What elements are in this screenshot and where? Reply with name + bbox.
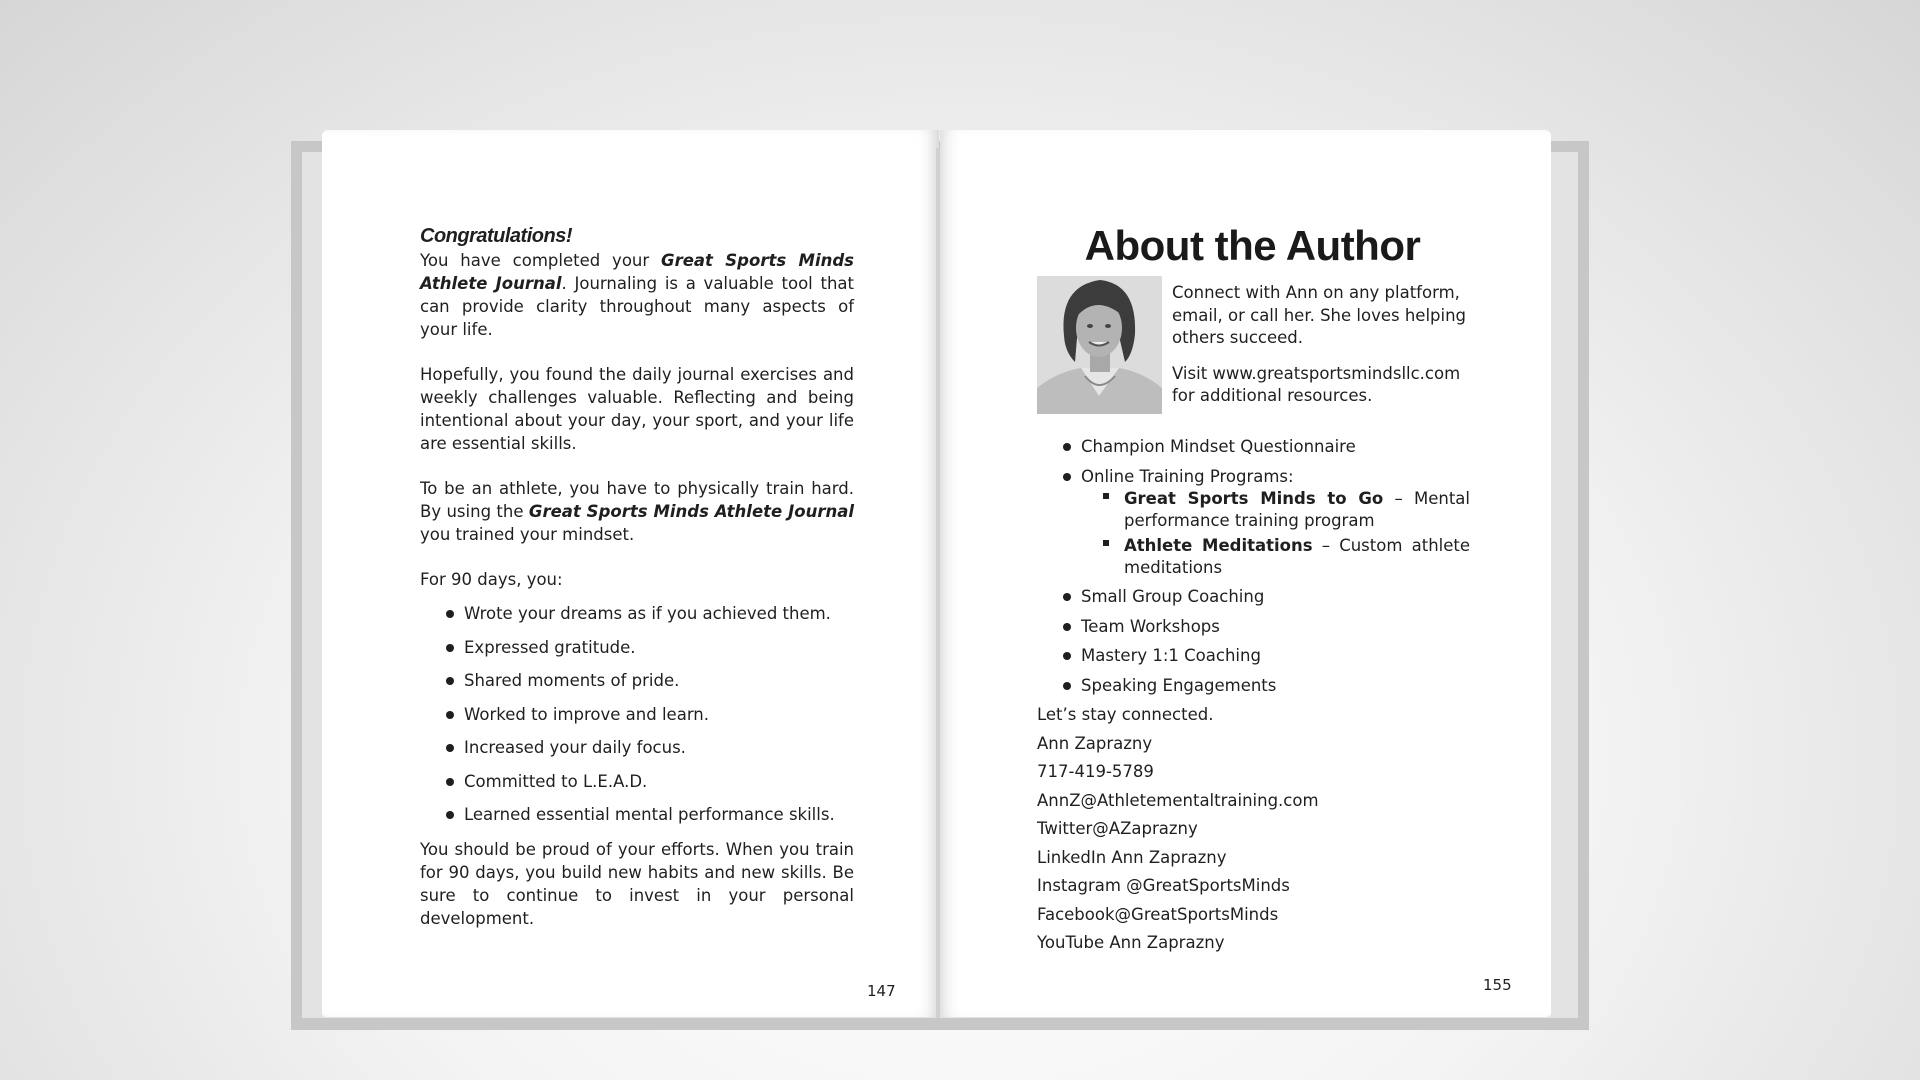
list-item: Committed to L.E.A.D. [446,765,854,799]
left-page-number: 147 [867,982,896,1000]
contact-line: Instagram @GreatSportsMinds [1037,876,1290,895]
contact-info [1037,701,1319,958]
author-portrait-icon [1037,276,1162,414]
contact-line: Twitter@AZaprazny [1037,819,1198,838]
p1-text-b: . Journaling is a valuable tool that can provide clarity throughout many aspects of your life. [420,274,854,339]
paragraph-2: Hopefully, you found the daily journal exercises and weekly challenges valuable. Reflecting and being intentional about your day, your sport, and your life are essential skills. [420,365,854,453]
visit-text: Visit www.greatsportsmindsllc.com for additional resources. [1172,363,1461,405]
list-intro: For 90 days, you: [420,570,563,589]
list-item [1060,462,1470,580]
paragraph-3 [420,477,854,546]
program-name: Great Sports Minds to Go [1124,489,1384,508]
right-page-number: 155 [1483,976,1512,994]
list-item: Mastery 1:1 Coaching [1060,641,1470,671]
contact-line: 717-419-5789 [1037,762,1154,781]
achievements-list [420,597,854,832]
list-item: Increased your daily focus. [446,731,854,765]
program-desc: – Custom athlete meditations [1124,536,1471,577]
list-item: Wrote your dreams as if you achieved them. [446,597,854,631]
contact-line: LinkedIn Ann Zaprazny [1037,847,1227,867]
program-name: Athlete Meditations [1124,536,1313,555]
list-item: Worked to improve and learn. [446,698,854,732]
book-spine [936,148,940,1018]
contact-line: Ann Zaprazny [1037,733,1153,753]
list-item: Team Workshops [1060,612,1470,642]
online-programs-label: Online Training Programs: [1081,466,1294,486]
about-author-title: About the Author [1084,222,1421,269]
journal-title-1: Great Sports Minds Athlete Journal [420,251,854,293]
sub-list-item [1103,535,1470,579]
p3-text-b: you trained your mindset. [420,525,635,544]
list-item: Shared moments of pride. [446,664,854,698]
author-photo [1037,276,1162,414]
sub-list-item [1103,488,1470,532]
p1-text-a: You have completed your [420,251,662,270]
list-item: Expressed gratitude. [446,631,854,665]
contact-line: Let’s stay connected. [1037,705,1214,724]
author-intro [1172,282,1468,421]
list-item: Learned essential mental performance skills. [446,798,854,832]
paragraph-1 [420,249,854,341]
services-list [1060,432,1470,700]
list-item: Small Group Coaching [1060,582,1470,612]
intro-text: Connect with Ann on any platform, email, or call her. She loves helping others succeed. [1172,283,1467,347]
contact-line: Facebook@GreatSportsMinds [1037,904,1279,924]
left-page-content [420,223,854,952]
list-item: Champion Mindset Questionnaire [1060,432,1470,462]
journal-title-2: Great Sports Minds Athlete Journal [528,502,854,521]
program-desc: – Mental performance training program [1124,489,1470,530]
contact-line: YouTube Ann Zaprazny [1037,933,1225,952]
list-item: Speaking Engagements [1060,671,1470,701]
closing-paragraph: You should be proud of your efforts. When you train for 90 days, you build new habits and new skills. Be sure to continue to invest in your personal development. [420,839,854,928]
contact-line: AnnZ@Athletementaltraining.com [1037,790,1319,810]
programs-sublist [1081,488,1470,579]
p3-text-a: To be an athlete, you have to physically train hard. By using the [420,479,854,521]
congratulations-heading: Congratulations! [420,225,572,247]
